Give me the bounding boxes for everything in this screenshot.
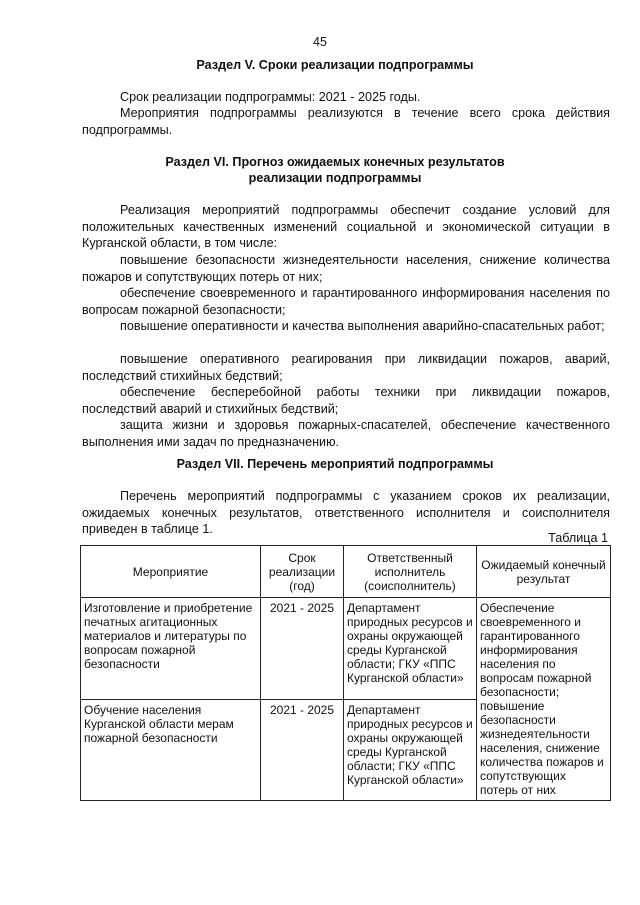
table-caption: Таблица 1 [548, 531, 608, 545]
row1-executor: Департамент природных ресурсов и охраны окружающей среды Курганской области; ГКУ «ППС Курганской области» [344, 598, 477, 700]
measures-table [80, 545, 611, 801]
section6-item-4: повышение оперативного реагирования при ликвидации пожаров, аварий, последствий стихийных бедствий; [82, 352, 610, 383]
section6-title-line1: Раздел VI. Прогноз ожидаемых конечных результатов [165, 155, 505, 169]
header-period: Срок реализации (год) [261, 546, 344, 598]
section6-item-2: обеспечение своевременного и гарантированного информирования населения по вопросам пожарной безопасности; [82, 286, 610, 317]
page-number: 45 [313, 35, 327, 49]
result-cell: Обеспечение своевременного и гарантированного информирования населения по вопросам пожарной безопасности; повышение безопасности жизнедеятельности населения, снижение количества пожаров и сопутствующих потерь от них [477, 598, 611, 801]
table-header-row [81, 546, 611, 598]
row1-measure: Изготовление и приобретение печатных агитационных материалов и литературы по вопросам пожарной безопасности [81, 598, 261, 700]
table-row [81, 598, 611, 700]
section6-intro: Реализация мероприятий подпрограммы обеспечит создание условий для положительных качественных изменений социальной и экономической ситуации в Курганской области, в том числе: [82, 203, 610, 251]
header-measure: Мероприятие [81, 546, 261, 598]
header-result: Ожидаемый конечный результат [477, 546, 611, 598]
section5-paragraph-2: Мероприятия подпрограммы реализуются в течение всего срока действия подпрограммы. [82, 106, 610, 137]
section6-item-1: повышение безопасности жизнедеятельности населения, снижение количества пожаров и сопутствующих потерь от них; [82, 253, 610, 284]
section7-intro: Перечень мероприятий подпрограммы с указанием сроков их реализации, ожидаемых конечных результатов, ответственного исполнителя и соисполнителя приведен в таблице 1. [82, 489, 610, 537]
section6-title-line2: реализации подпрограммы [248, 171, 422, 185]
section6-item-5: обеспечение бесперебойной работы техники при ликвидации пожаров, последствий аварий и стихийных бедствий; [82, 385, 610, 416]
section5-paragraph-1: Срок реализации подпрограммы: 2021 - 2025 годы. [120, 90, 421, 104]
header-executor: Ответственный исполнитель (соисполнитель) [344, 546, 477, 598]
section6-item-6: защита жизни и здоровья пожарных-спасателей, обеспечение качественного выполнения ими задач по предназначению. [82, 418, 610, 449]
section5-title: Раздел V. Сроки реализации подпрограммы [196, 58, 474, 72]
row1-period: 2021 - 2025 [261, 598, 344, 700]
section6-title [60, 154, 610, 186]
row2-measure: Обучение населения Курганской области мерам пожарной безопасности [81, 699, 261, 801]
section6-item-3: повышение оперативности и качества выполнения аварийно-спасательных работ; [120, 319, 605, 333]
row2-period: 2021 - 2025 [261, 699, 344, 801]
section7-title: Раздел VII. Перечень мероприятий подпрограммы [176, 457, 494, 471]
row2-executor: Департамент природных ресурсов и охраны окружающей среды Курганской области; ГКУ «ППС Курганской области» [344, 699, 477, 801]
